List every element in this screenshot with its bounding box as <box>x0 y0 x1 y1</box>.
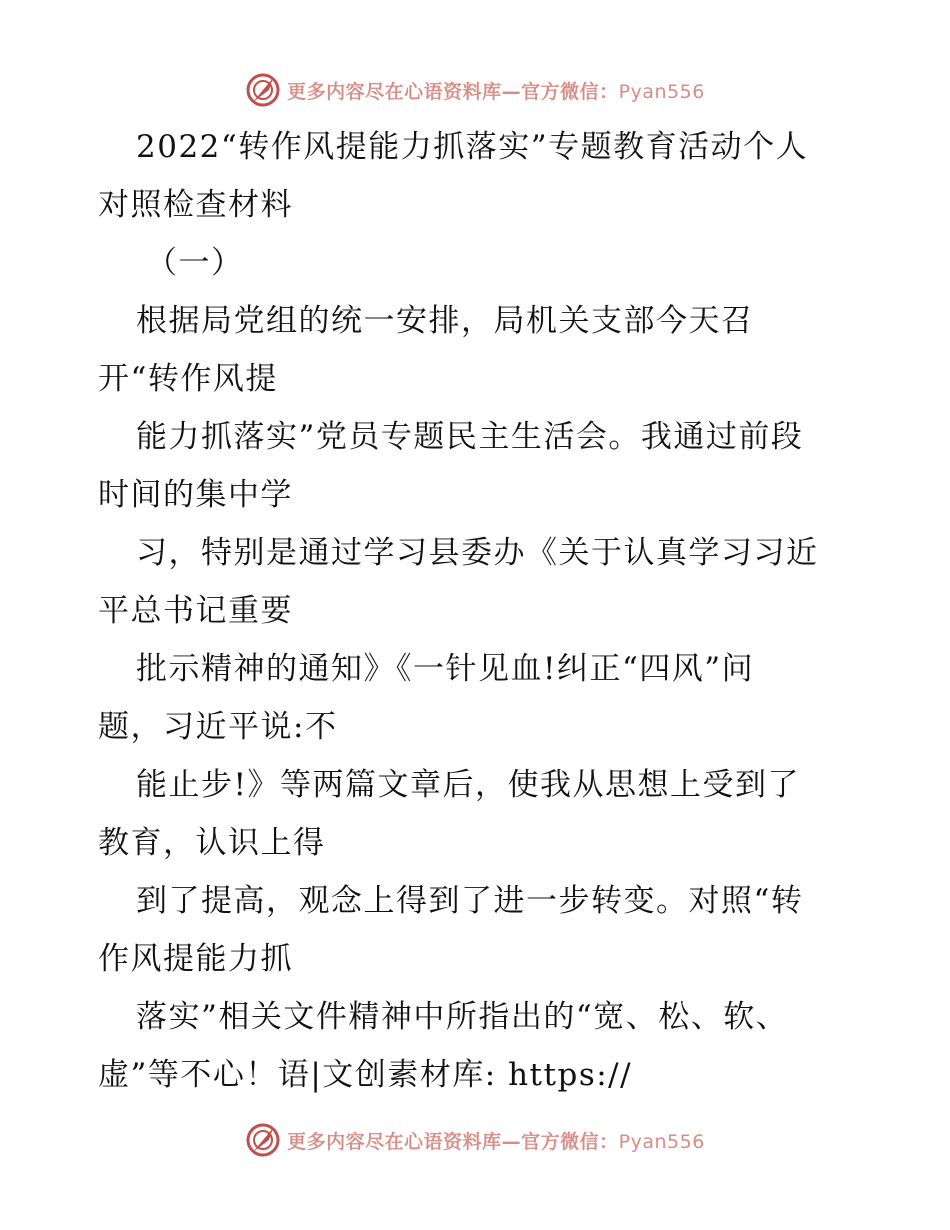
watermark-text: 更多内容尽在心语资料库—官方微信：Pyan556 <box>287 1130 705 1153</box>
paragraph-line: 根据局党组的统一安排，局机关支部今天召 <box>136 303 754 339</box>
document-title-line-2: 对照检查材料 <box>98 187 293 223</box>
document-title-line-1: 2022“转作风提能力抓落实”专题教育活动个人 <box>136 129 809 165</box>
paragraph-line: 开“转作风提 <box>98 361 278 397</box>
paragraph-line: 习，特别是通过学习县委办《关于认真学习习近 <box>136 535 819 571</box>
paragraph-line: 教育，认识上得 <box>98 825 326 861</box>
quill-logo-icon <box>245 1122 281 1158</box>
header-watermark <box>0 70 950 110</box>
paragraph-line: 到了提高，观念上得到了进一步转变。对照“转 <box>136 883 804 919</box>
section-number: （一） <box>146 245 244 281</box>
paragraph-line: 能止步!》等两篇文章后，使我从思想上受到了 <box>136 767 800 803</box>
quill-logo-icon <box>245 72 281 108</box>
footer-watermark <box>0 1120 950 1160</box>
document-body <box>98 118 858 1104</box>
watermark-text: 更多内容尽在心语资料库—官方微信：Pyan556 <box>287 80 705 103</box>
paragraph-line: 时间的集中学 <box>98 477 293 513</box>
paragraph-line: 作风提能力抓 <box>98 941 293 977</box>
paragraph-line: 虚”等不心！语|文创素材库: https:// <box>98 1057 633 1093</box>
paragraph-line: 能力抓落实”党员专题民主生活会。我通过前段 <box>136 419 804 455</box>
paragraph-line: 批示精神的通知》《一针见血!纠正“四风”问 <box>136 651 755 687</box>
paragraph-line: 落实”相关文件精神中所指出的“宽、松、软、 <box>136 999 789 1035</box>
paragraph-line: 题，习近平说:不 <box>98 709 338 745</box>
paragraph-line: 平总书记重要 <box>98 593 293 629</box>
